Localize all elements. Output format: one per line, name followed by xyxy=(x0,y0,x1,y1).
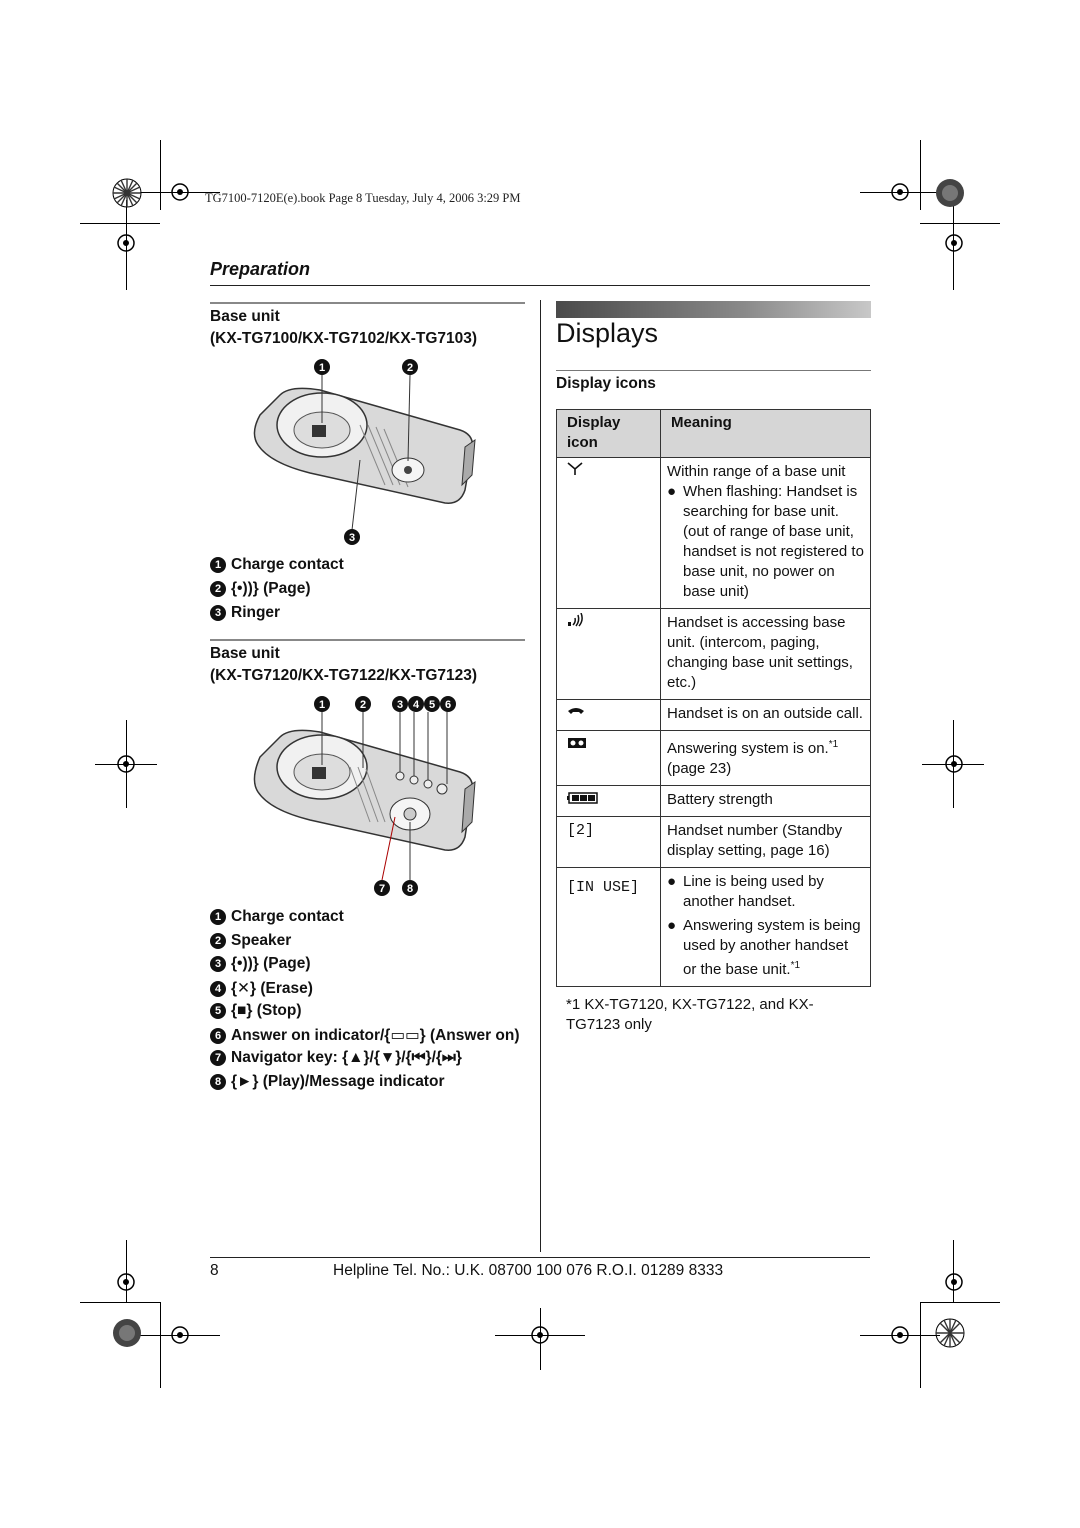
legend-item: 8 {►} (Play)/Message indicator xyxy=(210,1073,444,1091)
callout-7: 7 xyxy=(378,883,386,895)
base-unit-1-illustration xyxy=(250,355,490,550)
crosshair-icon xyxy=(942,231,966,255)
subheading-rule xyxy=(556,370,871,371)
base-unit-1-models: (KX-TG7100/KX-TG7102/KX-TG7103) xyxy=(210,330,478,347)
callout-1: 1 xyxy=(318,699,326,711)
section-rule xyxy=(210,302,525,304)
table-row xyxy=(557,700,871,731)
base-unit-2-models: (KX-TG7120/KX-TG7122/KX-TG7123) xyxy=(210,667,478,684)
crosshair-icon xyxy=(888,180,912,204)
row-meaning: Answering system is on.$^{*1}$ (page 23) xyxy=(661,731,871,786)
registration-target-icon xyxy=(112,1318,142,1348)
crosshair-icon xyxy=(114,231,138,255)
section-rule xyxy=(210,639,525,641)
table-header-row xyxy=(557,410,871,458)
print-header: TG7100-7120E(e).book Page 8 Tuesday, July 4, 2006 3:29 PM xyxy=(205,191,521,205)
registration-target-icon xyxy=(112,178,142,208)
crosshair-icon xyxy=(168,180,192,204)
row-meaning: Handset is on an outside call. xyxy=(661,700,871,731)
row-meaning: Handset is accessing base unit. (intercom, paging, changing base unit settings, etc.) xyxy=(661,609,871,700)
title-bar xyxy=(556,301,871,318)
table-row xyxy=(557,609,871,700)
bullet-item: ● Line is being used by another handset. xyxy=(667,873,824,910)
callout-8: 8 xyxy=(406,883,414,895)
table-row xyxy=(557,458,871,609)
callout-1: 1 xyxy=(318,362,326,374)
crosshair-icon xyxy=(942,1270,966,1294)
row-meaning: Handset number (Standby display setting, page 16) xyxy=(661,817,871,868)
handset-number-icon: [2] xyxy=(557,817,661,868)
table-row xyxy=(557,731,871,786)
legend-item: 2 Speaker xyxy=(210,932,291,950)
answering-tape-icon xyxy=(567,737,587,749)
handset-icon xyxy=(567,706,585,718)
callout-3: 3 xyxy=(396,699,404,711)
row-meaning: Within range of a base unit xyxy=(667,463,846,480)
callout-5: 5 xyxy=(428,699,436,711)
base-unit-1-heading: Base unit xyxy=(210,308,280,325)
crosshair-icon xyxy=(114,1270,138,1294)
legend-item: 1 Charge contact xyxy=(210,556,344,574)
registration-target-icon xyxy=(935,178,965,208)
legend-item: 5 {■} (Stop) xyxy=(210,1002,302,1020)
column-header: Meaning xyxy=(661,410,871,458)
legend-item: 6 Answer on indicator/{▭▭} (Answer on) xyxy=(210,1026,520,1045)
base-unit-2-illustration xyxy=(250,692,490,902)
display-icons-heading: Display icons xyxy=(556,375,656,392)
bullet-item: ● Answering system is being used by another handset or the base unit.$^{*1}$ xyxy=(667,917,861,978)
callout-2: 2 xyxy=(359,699,367,711)
callout-6: 6 xyxy=(444,699,452,711)
registration-target-icon xyxy=(935,1318,965,1348)
callout-2: 2 xyxy=(406,362,414,374)
legend-item: 1 Charge contact xyxy=(210,908,344,926)
legend-item: 3 {•))} (Page) xyxy=(210,955,311,973)
page-number: 8 xyxy=(210,1262,219,1279)
crosshair-icon xyxy=(528,1323,552,1347)
section-title: Preparation xyxy=(210,259,311,279)
callout-4: 4 xyxy=(412,699,420,711)
display-icons-table xyxy=(556,409,871,987)
crosshair-icon xyxy=(114,752,138,776)
signal-waves-icon xyxy=(567,613,585,627)
column-divider xyxy=(540,300,541,1252)
legend-item: 3 Ringer xyxy=(210,604,280,622)
row-meaning: Battery strength xyxy=(661,786,871,817)
legend-item: 2 {•))} (Page) xyxy=(210,580,311,598)
table-row xyxy=(557,786,871,817)
table-row xyxy=(557,817,871,868)
in-use-icon: [IN USE] xyxy=(557,868,661,987)
page-title: Displays xyxy=(556,318,659,348)
footer-rule xyxy=(210,1257,870,1258)
table-row xyxy=(557,868,871,987)
legend-item: 7 Navigator key: {▲}/{▼}/{⏮}/{⏭} xyxy=(210,1049,462,1067)
base-unit-2-heading: Base unit xyxy=(210,645,280,662)
crosshair-icon xyxy=(942,752,966,776)
crosshair-icon xyxy=(888,1323,912,1347)
antenna-icon xyxy=(567,462,583,476)
column-header: Display icon xyxy=(557,410,661,458)
crosshair-icon xyxy=(168,1323,192,1347)
battery-icon xyxy=(567,792,599,804)
bullet-item: ● When flashing: Handset is searching for base unit. (out of range of base unit, handset is not registered to base unit, no power on base unit) xyxy=(667,483,864,600)
legend-item: 4 {✕} (Erase) xyxy=(210,979,313,998)
header-rule xyxy=(210,285,870,286)
footnote: *1 KX-TG7120, KX-TG7122, and KX-TG7123 only xyxy=(566,996,814,1033)
callout-3: 3 xyxy=(348,532,356,544)
helpline-text: Helpline Tel. No.: U.K. 08700 100 076 R.O.I. 01289 8333 xyxy=(333,1262,724,1279)
